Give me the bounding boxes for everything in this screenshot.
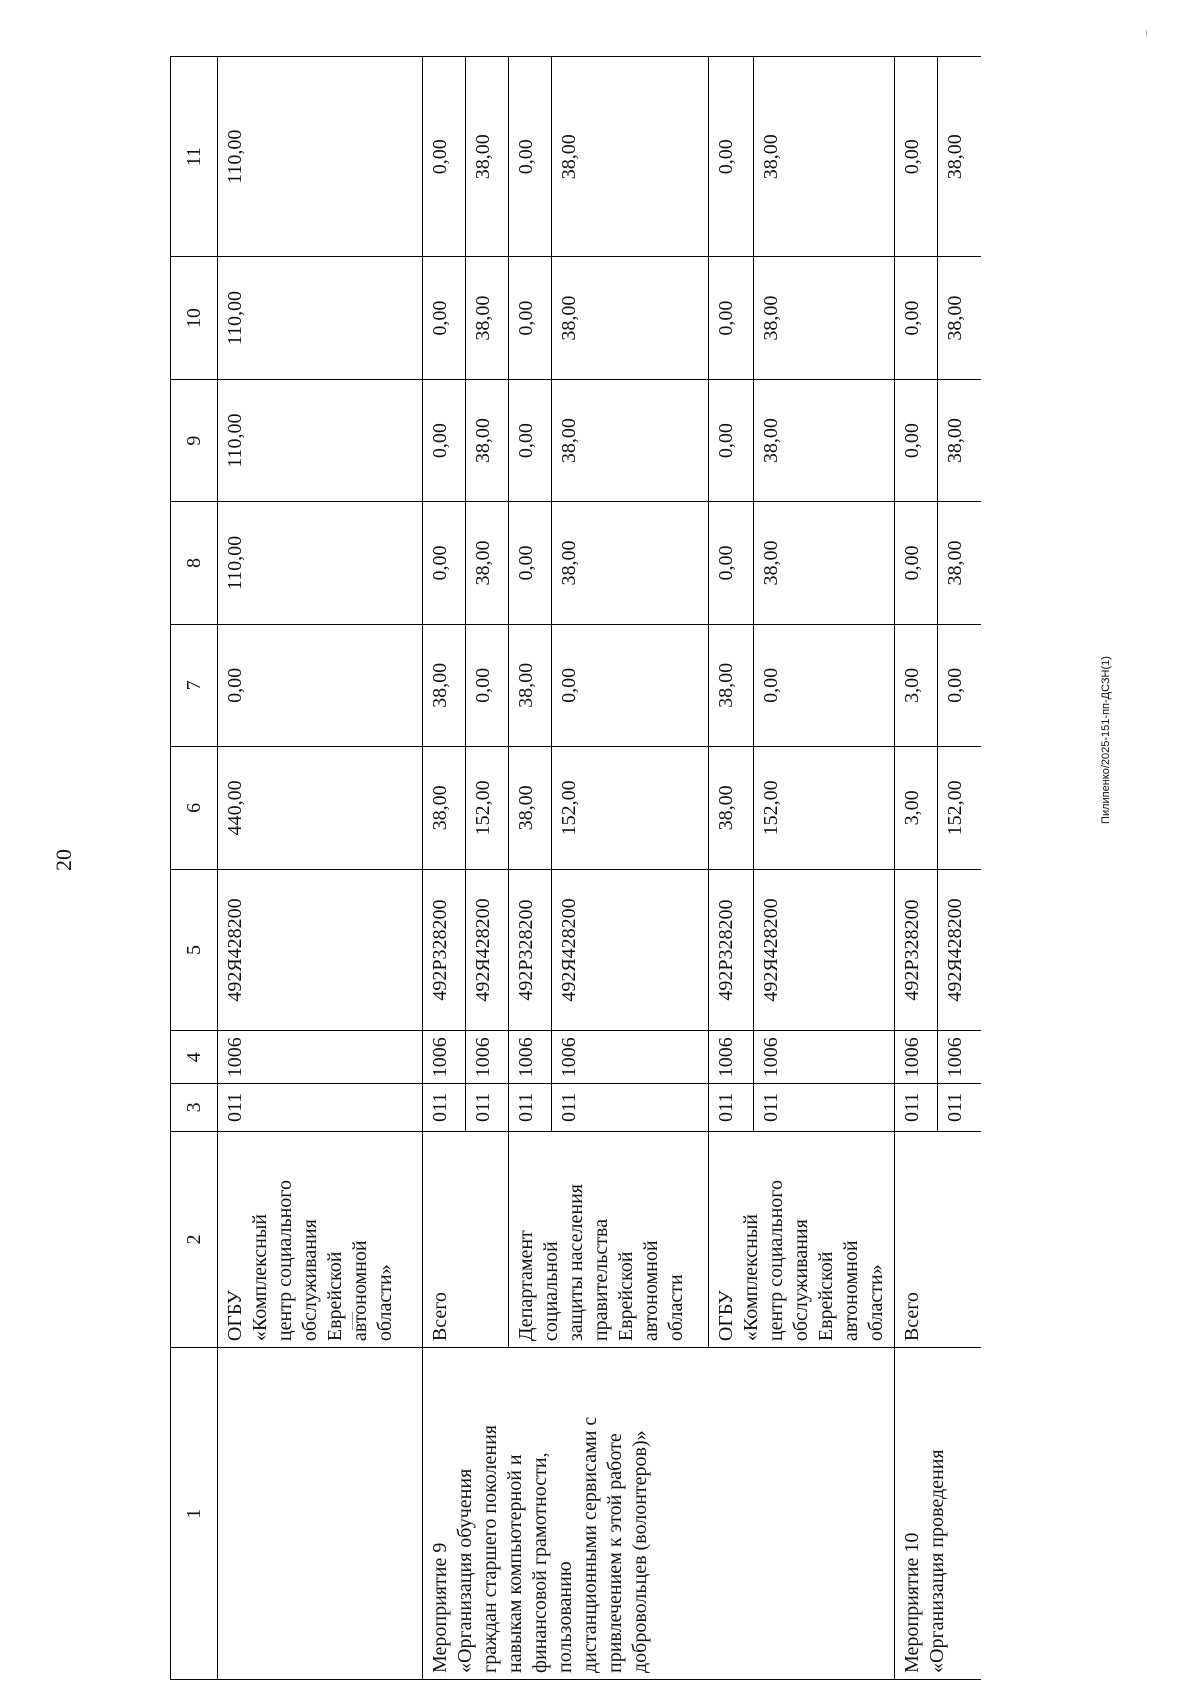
code-cell: 492Р328200 (423, 869, 466, 1031)
executor-cell: Всего (423, 1131, 509, 1348)
amount-cell: 110,00 (218, 257, 423, 379)
amount-cell: 0,00 (509, 257, 552, 379)
amount-cell: 0,00 (938, 624, 981, 746)
amount-cell: 38,00 (753, 57, 894, 257)
amount-cell: 38,00 (509, 747, 552, 869)
amount-cell: 110,00 (218, 379, 423, 501)
amount-cell: 0,00 (423, 257, 466, 379)
amount-cell: 0,00 (218, 624, 423, 746)
table-row (218, 57, 423, 1680)
column-header: 3 (171, 1084, 218, 1132)
amount-cell: 152,00 (753, 747, 894, 869)
amount-cell: 0,00 (466, 624, 509, 746)
column-header: 5 (171, 869, 218, 1031)
event-name-cell (218, 1348, 423, 1680)
amount-cell: 0,00 (509, 379, 552, 501)
amount-cell: 38,00 (709, 624, 754, 746)
code-cell: 011 (709, 1084, 754, 1132)
executor-cell: ОГБУ «Комплексный центр социального обслуживания Еврейской автономной области» (709, 1131, 895, 1348)
executor-cell: ОГБУ «Комплексный центр социального обслуживания Еврейской автономной области» (218, 1131, 423, 1348)
code-cell: 492Я428200 (218, 869, 423, 1031)
column-header: 1 (171, 1348, 218, 1680)
code-cell: 492Р328200 (509, 869, 552, 1031)
amount-cell: 0,00 (509, 57, 552, 257)
column-header: 8 (171, 502, 218, 624)
amount-cell: 0,00 (895, 257, 938, 379)
code-cell: 492Р328200 (709, 869, 754, 1031)
code-cell: 011 (938, 1084, 981, 1132)
amount-cell: 38,00 (753, 379, 894, 501)
amount-cell: 38,00 (466, 57, 509, 257)
amount-cell: 38,00 (552, 57, 709, 257)
budget-table (170, 56, 981, 1680)
amount-cell: 38,00 (423, 747, 466, 869)
amount-cell: 0,00 (552, 624, 709, 746)
amount-cell: 38,00 (753, 257, 894, 379)
event-name-cell: Мероприятие 10 «Организация проведения (895, 1348, 981, 1680)
document-footer-note: Пилипенко/2025-151-пп-ДСЗН(1) (1100, 656, 1112, 824)
executor-cell: Всего (895, 1131, 981, 1348)
code-cell: 1006 (423, 1031, 466, 1084)
code-cell: 1006 (709, 1031, 754, 1084)
code-cell: 492Я428200 (466, 869, 509, 1031)
amount-cell: 38,00 (509, 624, 552, 746)
code-cell: 011 (466, 1084, 509, 1132)
amount-cell: 152,00 (938, 747, 981, 869)
amount-cell: 38,00 (938, 379, 981, 501)
column-header: 10 (171, 257, 218, 379)
column-header: 4 (171, 1031, 218, 1084)
code-cell: 011 (509, 1084, 552, 1132)
amount-cell: 110,00 (218, 57, 423, 257)
code-cell: 1006 (938, 1031, 981, 1084)
code-cell: 1006 (466, 1031, 509, 1084)
code-cell: 1006 (509, 1031, 552, 1084)
budget-table-rotated (170, 56, 1126, 1680)
code-cell: 492Я428200 (552, 869, 709, 1031)
amount-cell: 38,00 (552, 502, 709, 624)
amount-cell: 0,00 (709, 379, 754, 501)
amount-cell: 38,00 (938, 57, 981, 257)
amount-cell: 38,00 (753, 502, 894, 624)
amount-cell: 0,00 (895, 502, 938, 624)
amount-cell: 38,00 (938, 502, 981, 624)
column-header: 11 (171, 57, 218, 257)
amount-cell: 440,00 (218, 747, 423, 869)
code-cell: 011 (552, 1084, 709, 1132)
amount-cell: 152,00 (466, 747, 509, 869)
amount-cell: 38,00 (709, 747, 754, 869)
code-cell: 492Р328200 (895, 869, 938, 1031)
page-number: 20 (51, 849, 76, 871)
code-cell: 1006 (552, 1031, 709, 1084)
amount-cell: 3,00 (895, 624, 938, 746)
amount-cell: 0,00 (423, 502, 466, 624)
amount-cell: 0,00 (709, 257, 754, 379)
code-cell: 1006 (218, 1031, 423, 1084)
code-cell: 492Я428200 (938, 869, 981, 1031)
amount-cell: 0,00 (895, 57, 938, 257)
amount-cell: 110,00 (218, 502, 423, 624)
amount-cell: 0,00 (709, 502, 754, 624)
amount-cell: 38,00 (423, 624, 466, 746)
amount-cell: 0,00 (423, 57, 466, 257)
amount-cell: 152,00 (552, 747, 709, 869)
amount-cell: 0,00 (509, 502, 552, 624)
code-cell: 011 (753, 1084, 894, 1132)
code-cell: 1006 (753, 1031, 894, 1084)
amount-cell: 38,00 (552, 379, 709, 501)
code-cell: 011 (218, 1084, 423, 1132)
code-cell: 1006 (895, 1031, 938, 1084)
table-row (895, 57, 938, 1680)
header-row (171, 57, 218, 1680)
amount-cell: 38,00 (466, 379, 509, 501)
column-header: 9 (171, 379, 218, 501)
scan-tick-mark (1146, 30, 1147, 37)
executor-cell: Департамент социальной защиты населения правительства Еврейской автономной области (509, 1131, 709, 1348)
code-cell: 492Я428200 (753, 869, 894, 1031)
code-cell: 011 (895, 1084, 938, 1132)
column-header: 2 (171, 1131, 218, 1348)
amount-cell: 3,00 (895, 747, 938, 869)
event-name-cell: Мероприятие 9 «Организация обучения граждан старшего поколения навыкам компьютерной и финансовой грамотности, пользованию дистанционными сервисами с привлечением к этой работе добровольцев (волонтеров)» (423, 1348, 895, 1680)
amount-cell: 0,00 (709, 57, 754, 257)
amount-cell: 0,00 (895, 379, 938, 501)
column-header: 7 (171, 624, 218, 746)
amount-cell: 38,00 (552, 257, 709, 379)
amount-cell: 38,00 (466, 257, 509, 379)
amount-cell: 38,00 (938, 257, 981, 379)
amount-cell: 0,00 (423, 379, 466, 501)
amount-cell: 0,00 (753, 624, 894, 746)
column-header: 6 (171, 747, 218, 869)
code-cell: 011 (423, 1084, 466, 1132)
table-row (423, 57, 466, 1680)
amount-cell: 38,00 (466, 502, 509, 624)
